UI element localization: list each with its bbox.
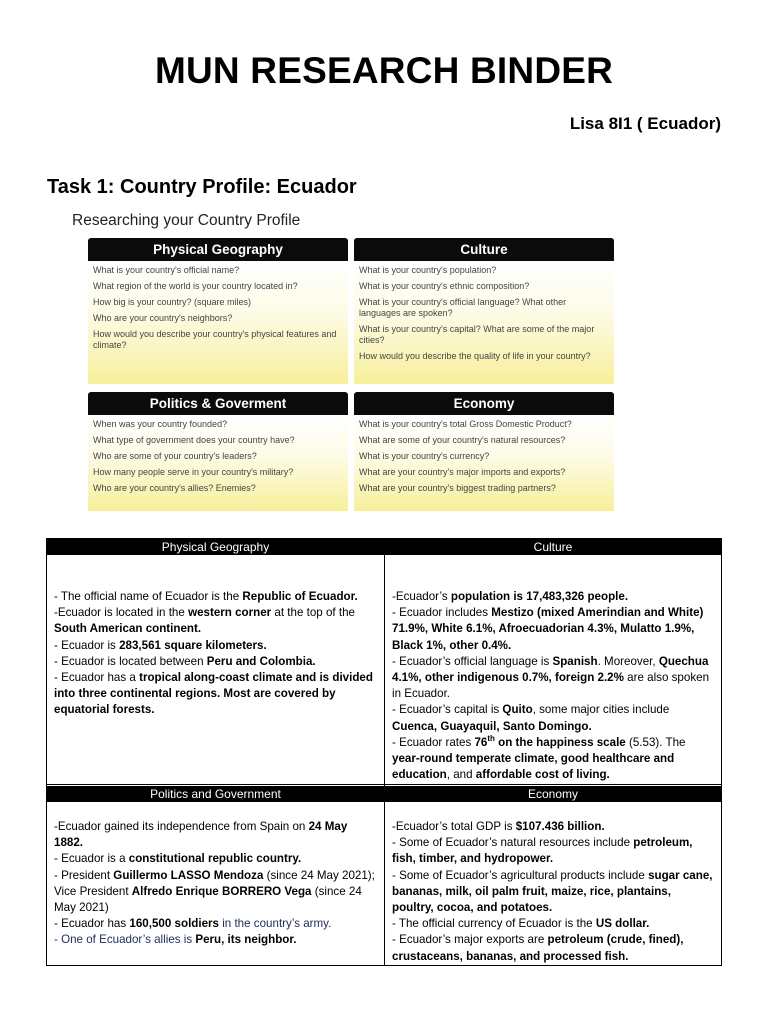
cell-culture: -Ecuador’s population is 17,483,326 people. - Ecuador includes Mestizo (mixed Amerindian and White) 71.9%, White 6.1%, Afroecuadorian 4.3%, Mulatto 1.9%, Black 1%, other 0.4%. - Ecuador’s official language is Spanish. Moreover, Quechua 4.1%, other indigenous 0.7%, foreign 2.2% are also spoken in Ecuador. - Ecuador’s capital is Quito, some major cities include Cuenca, Guayaquil, Santo Domingo. - Ecuador rates 76th on the happiness scale (5.53). The year-round temperate climate, good healthcare and education, and affordable cost of living. <box>392 590 710 782</box>
question: How big is your country? (square miles) <box>93 297 252 307</box>
question: What are your country's major imports and exports? <box>359 467 566 477</box>
header-physical-geography: Physical Geography <box>47 539 384 555</box>
question: What is your country's population? <box>359 265 497 275</box>
question: When was your country founded? <box>93 419 228 429</box>
panel-heading: Economy <box>354 392 614 415</box>
question: What is your country's ethnic composition? <box>359 281 530 291</box>
panel-heading: Culture <box>354 238 614 261</box>
research-title: Researching your Country Profile <box>72 212 301 229</box>
panel-physical-geography <box>88 238 348 384</box>
question: How would you describe the quality of life in your country? <box>359 351 591 361</box>
country-profile-table <box>46 538 722 966</box>
panel-heading: Politics & Goverment <box>88 392 348 415</box>
question: What are your country's biggest trading partners? <box>359 483 556 493</box>
panel-body <box>354 415 614 511</box>
document-title: MUN RESEARCH BINDER <box>154 50 614 91</box>
question: What is your country's official name? <box>93 265 240 275</box>
question: What is your country's official language? What other languages are spoken? <box>359 297 567 318</box>
question: How would you describe your country's physical features and climate? <box>93 329 337 350</box>
question: Who are some of your country's leaders? <box>93 451 257 461</box>
row-divider <box>47 784 721 785</box>
question: Who are your country's neighbors? <box>93 313 233 323</box>
question: What is your country's currency? <box>359 451 490 461</box>
question: Who are your country's allies? Enemies? <box>93 483 256 493</box>
question: How many people serve in your country's military? <box>93 467 294 477</box>
panel-heading: Physical Geography <box>88 238 348 261</box>
cell-politics-government: -Ecuador gained its independence from Spain on 24 May 1882. - Ecuador is a constitutional republic country. - President Guillermo LASSO Mendoza (since 24 May 2021); Vice President Alfredo Enrique BORRERO Vega (since 24 May 2021) - Ecuador has 160,500 soldiers in the country’s army. - One of Ecuador’s allies is Peru, its neighbor. <box>54 820 375 947</box>
header-economy: Economy <box>385 786 721 802</box>
panel-culture <box>354 238 614 384</box>
question: What is your country's total Gross Domestic Product? <box>359 419 572 429</box>
panel-economy <box>354 392 614 511</box>
research-figure <box>72 212 617 517</box>
question: What is your country's capital? What are some of the major cities? <box>359 324 595 345</box>
cell-physical-geography: - The official name of Ecuador is the Republic of Ecuador. -Ecuador is located in the western corner at the top of the South American continent. - Ecuador is 283,561 square kilometers. - Ecuador is located between Peru and Colombia. - Ecuador has a tropical along-coast climate and is divided into three continental regions. Most are covered by equatorial forests. <box>54 590 373 717</box>
question: What type of government does your country have? <box>93 435 295 445</box>
question: What are some of your country's natural resources? <box>359 435 566 445</box>
panel-body <box>354 261 614 384</box>
panel-body <box>88 261 348 384</box>
task-heading: Task 1: Country Profile: Ecuador <box>47 176 357 198</box>
header-culture: Culture <box>385 539 721 555</box>
author-line: Lisa 8I1 ( Ecuador) <box>569 114 721 133</box>
cell-economy: -Ecuador’s total GDP is $107.436 billion. - Some of Ecuador’s natural resources include petroleum, fish, timber, and hydropower. - Some of Ecuador’s agricultural products include sugar cane, bananas, milk, oil palm fruit, maize, rice, plantains, poultry, cocoa, and potatoes. - The official currency of Ecuador is the US dollar. - Ecuador’s major exports are petroleum (crude, fined), crustaceans, bananas, and processed fish. <box>392 820 713 963</box>
panel-politics-government <box>88 392 348 511</box>
header-politics-government: Politics and Government <box>47 786 384 802</box>
panel-body <box>88 415 348 511</box>
question: What region of the world is your country located in? <box>93 281 298 291</box>
